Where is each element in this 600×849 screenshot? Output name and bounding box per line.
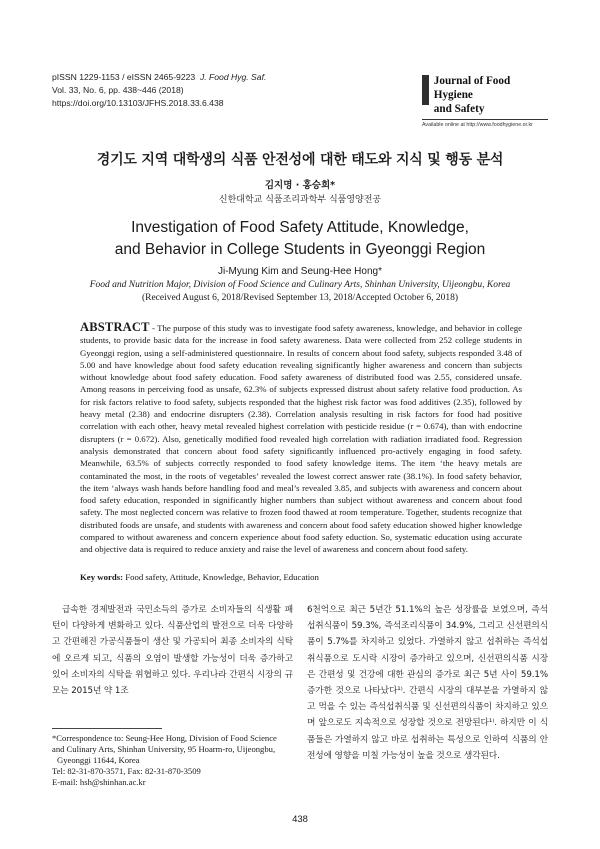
abstract-text: - The purpose of this study was to investigate food safety awareness, knowledge, and behavior in college students, to provide basic data for the increase in food safety awareness. Data were collected from 252 college students in Gyeonggi region, using a self-administered questionnaire. In results of concern about food safety, subjects responded 3.48 of 5.00 and have knowledge about food safety education revealing significantly higher awareness and concern than subjects without knowledge about food safety education. Food safety awareness of distributed food was 2.55, considered unsafe. Among reasons in perceiving food as unsafe, 62.3% of subjects expressed distrust about safety relative food production. As for risk factors relative to food safety, subjects responded that the highest risk factor was food additives (2.35), followed by heavy metal (2.38) and endocrine disrupters (2.38). Correlation analysis resulting in risk factors for food had positive correlation with each other, heavy metal revealed highest correlation with pesticide residue (r = 0.674), than with endocrine disrupters (r = 0.672). Also, genetically modified food revealed high correlation with radiation irradiated food. Regression analysis demonstrated that concern about food safety significantly influenced pro-actively engaging in food safety. Meanwhile, 63.5% of subjects correctly responded to food safety knowledge items. The item ‘the heavy metals are contaminated the most, in the roots of vegetables’ revealed the lowest correct answer rate (38.1%). In food safety behavior, the item ‘always wash hands before handling food and meal’s revealed 3.85, and subjects with awareness and concern about food safety education, responded in significantly higher numbers than subject without awareness and concern about food safety. The most neglected concern was relative to frozen food thawed at room temperature. Together, students recognize that distributed foods are unsafe, and students with awareness and concern about food safety education showed higher knowledge compared to without awareness and concern experience about food safety eduction. So, systematic education using accurate and objective data is required to reduce anxiety and raise the level of awareness and concern about food safety.	[80, 323, 522, 555]
issn: pISSN 1229-1153 / eISSN 2465-9223	[52, 72, 196, 82]
authors-english: Ji-Myung Kim and Seung-Hee Hong*	[218, 266, 382, 277]
keywords-text: Food safety, Attitude, Knowledge, Behavior, Education	[123, 572, 319, 582]
keywords-label: Key words:	[80, 572, 124, 582]
abstract	[80, 321, 522, 556]
correspondence-footnote: *Correspondence to: Seung-Hee Hong, Division of Food Science and Culinary Arts, Shinhan University, 95 Hoarm-ro, Uijeongbu, Gyeonggi 11644, Korea Tel: 82-31-870-3571, Fax: 82-31-870-3509 E-mail: hsh@shinhan.ac.kr	[52, 733, 297, 788]
logo-bar-icon	[422, 75, 429, 105]
body-column-left	[52, 602, 293, 699]
affiliation-korean: 신한대학교 식품조리과학부 식품영양전공	[218, 195, 382, 205]
email[interactable]: E-mail: hsh@shinhan.ac.kr	[52, 777, 146, 787]
volume-info: Vol. 33, No. 6, pp. 438~446 (2018)	[52, 85, 184, 95]
journal-logo	[422, 74, 548, 128]
abstract-label: ABSTRACT	[80, 320, 150, 334]
received-dates: (Received August 6, 2018/Revised September 13, 2018/Accepted October 6, 2018)	[141, 293, 459, 303]
journal-citation	[52, 71, 266, 110]
authors-korean: 김지명 · 홍승희*	[264, 180, 336, 191]
body-paragraph: 급속한 경제발전과 국민소득의 증가로 소비자들의 식생활 패턴이 다양하게 변화하고 있다. 식품산업의 발전으로 더욱 다양하고 간편해진 가공식품들이 생산 및 가공되어 최종 소비자의 식탁에 오르게 되고, 식품의 오염이 발생할 가능성이 더욱 증가하고 있어 소비자의 식탁을 위협하고 있다. 우리나라 간편식 시장의 규모는 2015년 약 1조	[52, 605, 293, 697]
affiliation-english: Food and Nutrition Major, Division of Food Science and Culinary Arts, Shinhan University, Uijeongbu, Korea	[89, 280, 511, 290]
available-online[interactable]: Available online at http://www.foodhygiene.or.kr	[422, 122, 533, 128]
keywords	[80, 572, 522, 582]
title-english: Investigation of Food Safety Attitude, Knowledge, and Behavior in College Students in Gyeonggi Region	[114, 219, 486, 258]
journal-name: Journal of Food Hygiene and Safety	[433, 75, 511, 115]
title-korean: 경기도 지역 대학생의 식품 안전성에 대한 태도와 지식 및 행동 분석	[96, 152, 504, 168]
footnote-divider	[52, 728, 162, 729]
body-paragraph: 6천억으로 최근 5년간 51.1%의 높은 성장률을 보였으며, 즉석섭취식품이 59.3%, 즉석조리식품이 34.9%, 그리고 신선편의식품이 5.7%를 차지하고 있었다. 가열하지 않고 섭취하는 즉석섭취식품으로 도시락 시장이 증가하고 있으며, 신선편의식품 시장은 간편성 및 건강에 대한 관심의 증가로 최근 5년 사이 59.1% 증가한 것으로 나타났다¹⁾. 간편식 시장의 대부분을 가열하지 않고 먹을 수 있는 즉석섭취식품 및 신선편의식품이 차지하고 있으며 앞으로도 지속적으로 성장할 것으로 전망된다¹⁾. 하지만 이 식품들은 가열하지 않고 바로 섭취하는 특성으로 인하여 식품의 안전성에 영향을 미칠 가능성이 높을 것으로 생각된다.	[307, 605, 548, 761]
issn-line	[52, 71, 266, 84]
page-number: 438	[292, 814, 308, 825]
doi-link[interactable]: https://doi.org/10.13103/JFHS.2018.33.6.438	[52, 98, 224, 108]
logo-divider	[422, 119, 548, 120]
journal-abbreviation: J. Food Hyg. Saf.	[199, 72, 267, 82]
body-column-right	[307, 602, 548, 764]
